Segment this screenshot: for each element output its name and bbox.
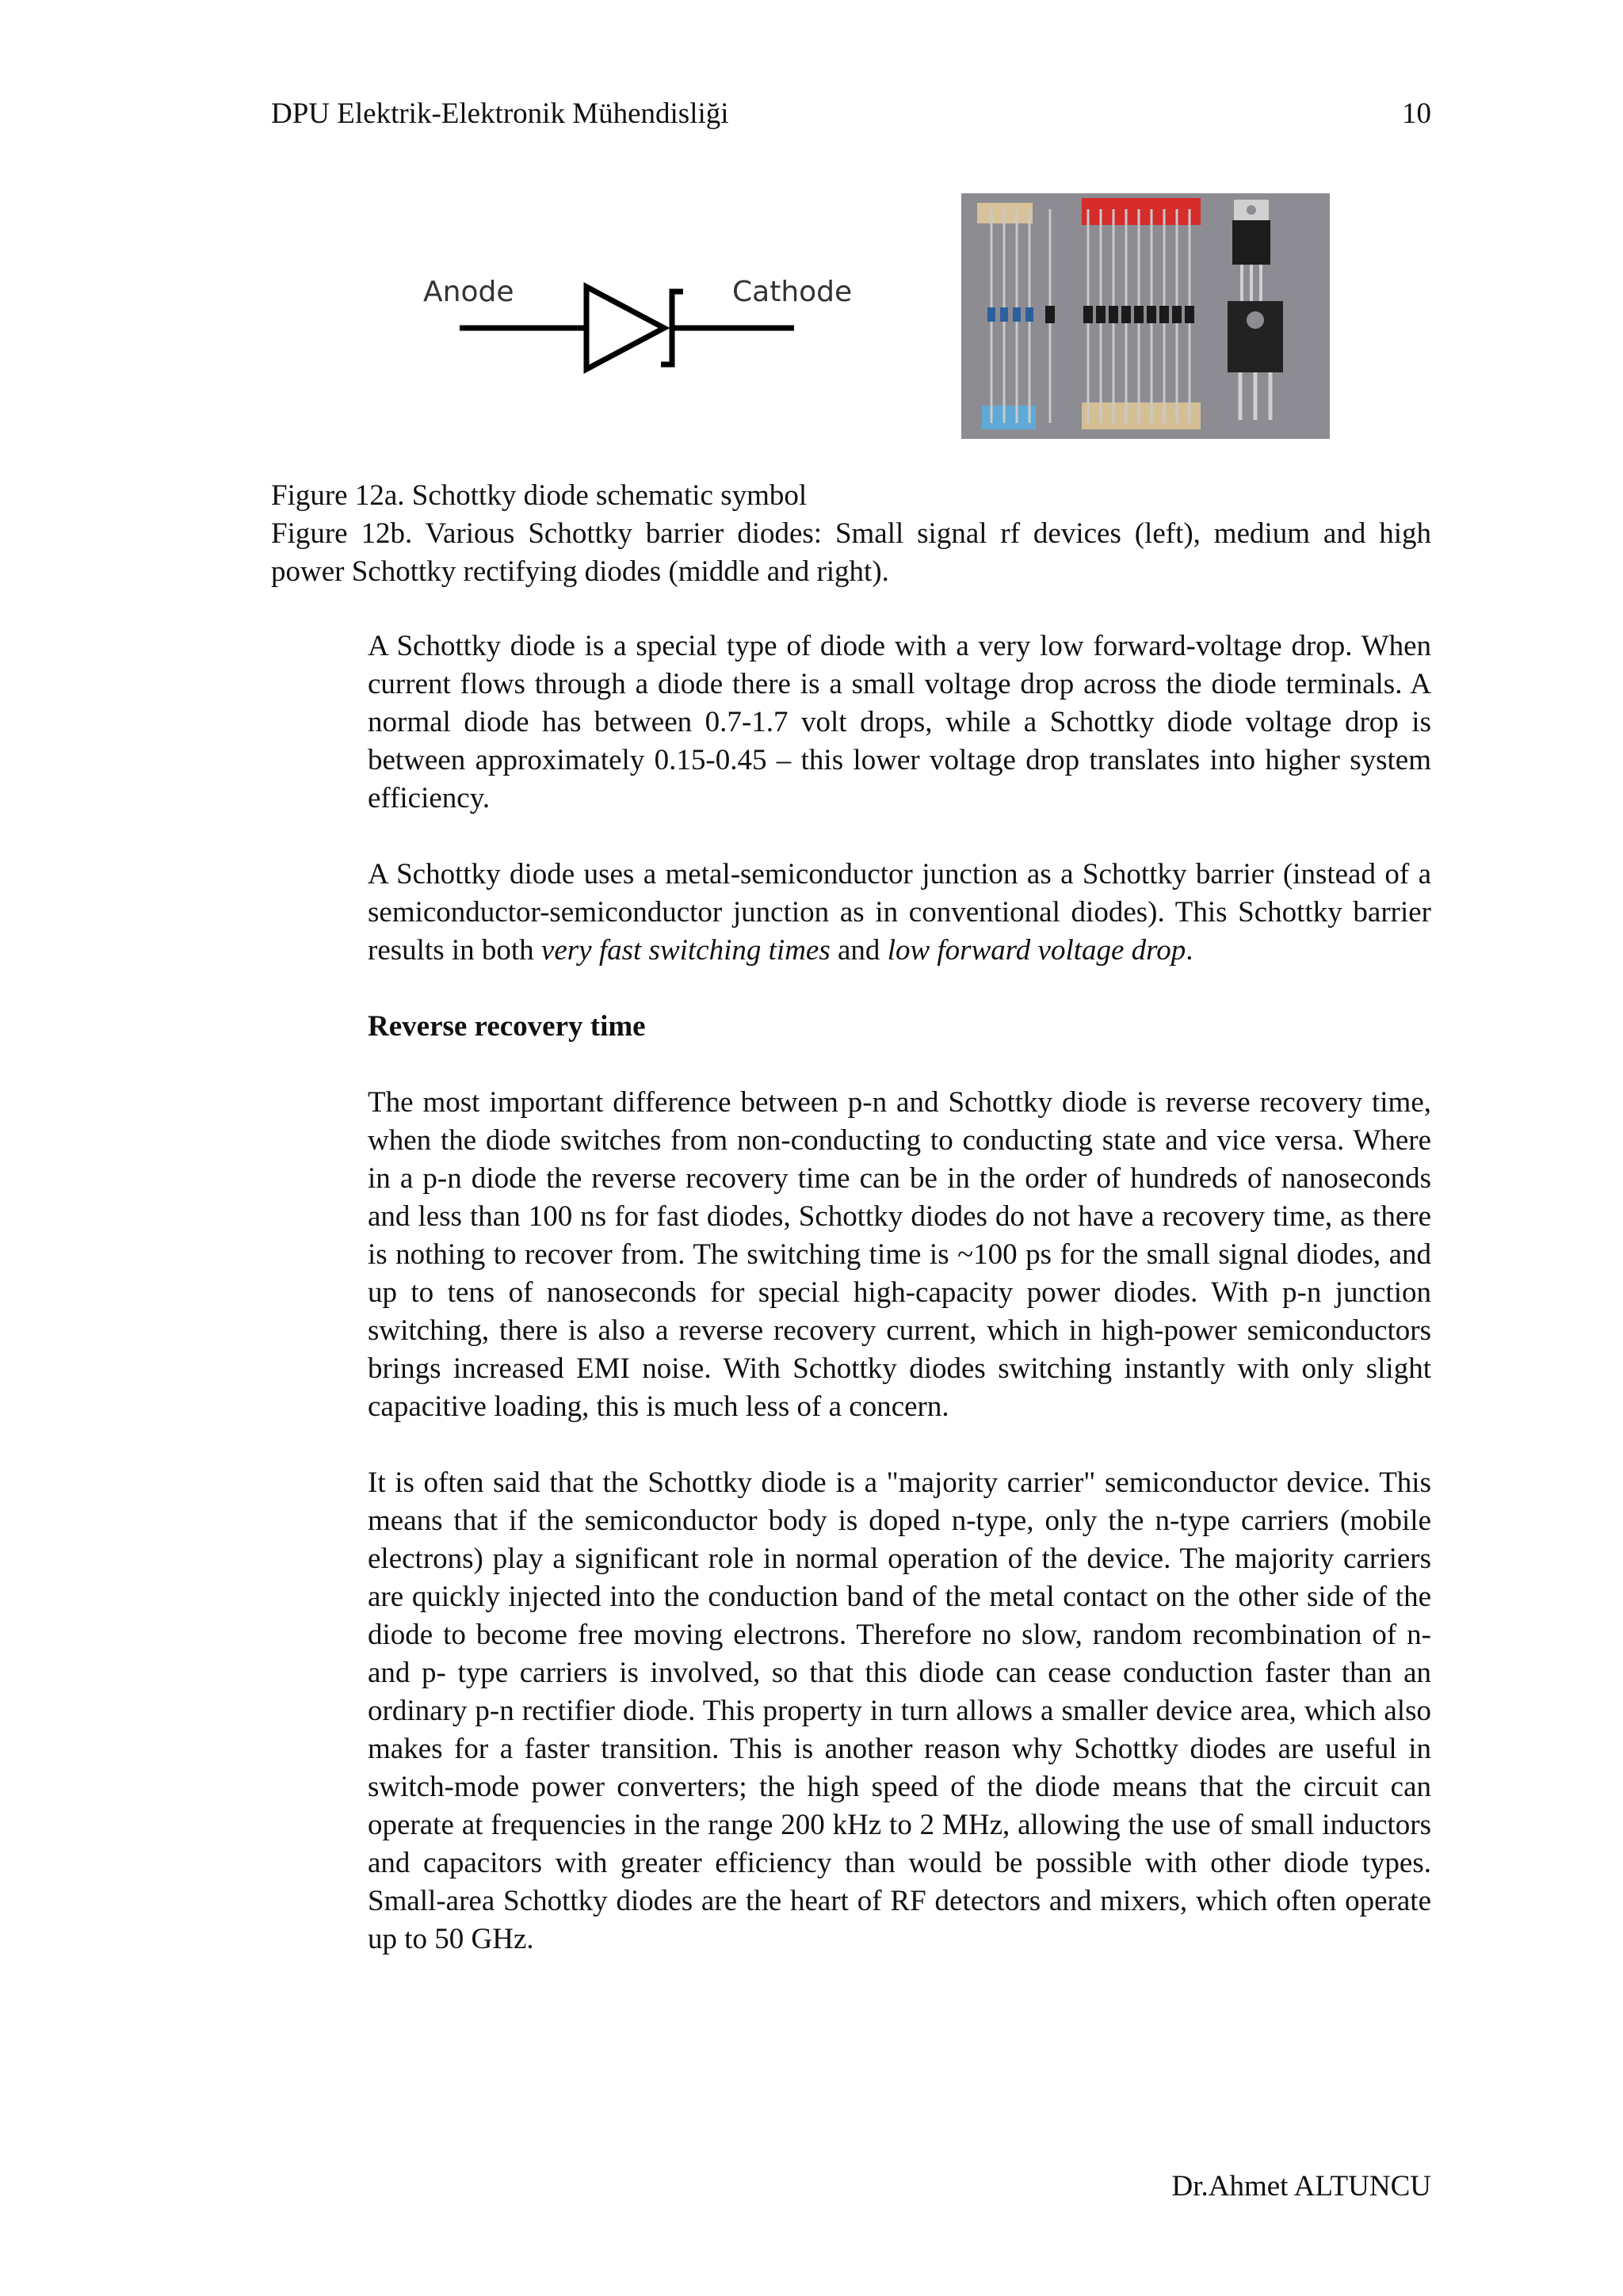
- schottky-diodes-photo: [961, 193, 1330, 439]
- paragraph-2-text-1: A Schottky diode uses a metal-semiconductor junction as a Schottky barrier (instead of a semiconductor-semiconductor junction as in conventional diodes). This Schottky barrier results in both: [368, 858, 1431, 967]
- paragraph-3: The most important difference between p-n and Schottky diode is reverse recovery time, when the diode switches from non-conducting to conducting state and vice versa. Where in a p-n diode the reverse recovery time can be in the order of hundreds of nanoseconds and less than 100 ns for fast diodes, Schottky diodes do not have a recovery time, as there is nothing to recover from. The switching time is ~100 ps for the small signal diodes, and up to tens of nanoseconds for special high-capacity power diodes. With p-n junction switching, there is also a reverse recovery current, which in high-power semiconductors brings increased EMI noise. With Schottky diodes switching instantly with only slight capacitive loading, this is much less of a concern.: [368, 1086, 1431, 1423]
- body-text: [368, 627, 1431, 1997]
- diode-triangle: [586, 287, 664, 369]
- caption-fig12a: Figure 12a. Schottky diode schematic symbol: [271, 479, 808, 512]
- paragraph-2-text-2: and: [830, 934, 888, 967]
- paragraph-2-text-3: .: [1186, 934, 1193, 967]
- paragraph-2-emphasis-1: very fast switching times: [540, 934, 831, 967]
- caption-fig12b: Figure 12b. Various Schottky barrier diodes: Small signal rf devices (left), medium and high power Schottky rectifying diodes (middle and right).: [271, 517, 1431, 588]
- section-heading: Reverse recovery time: [368, 1010, 646, 1043]
- paragraph-4: It is often said that the Schottky diode is a "majority carrier" semiconductor device. This means that if the semiconductor body is doped n-type, only the n-type carriers (mobile electrons) play a significant role in normal operation of the device. The majority carriers are quickly injected into the conduction band of the metal contact on the other side of the diode to become free moving electrons. Therefore no slow, random recombination of n- and p- type carriers is involved, so that this diode can cease conduction faster than an ordinary p-n rectifier diode. This property in turn allows a smaller device area, which also makes for a faster transition. This is another reason why Schottky diodes are useful in switch-mode power converters; the high speed of the diode means that the circuit can operate at frequencies in the range 200 kHz to 2 MHz, allowing the use of small inductors and capacitors with greater efficiency than would be possible with other diode types. Small-area Schottky diodes are the heart of RF detectors and mixers, which often operate up to 50 GHz.: [368, 1466, 1431, 1955]
- paragraph-2: [368, 856, 1431, 970]
- page-footer-author: Dr.Ahmet ALTUNCU: [1171, 2170, 1431, 2203]
- schottky-diode-schematic: [412, 261, 872, 380]
- page-number: 10: [1402, 97, 1431, 130]
- page-header-title: DPU Elektrik-Elektronik Mühendisliği: [271, 97, 729, 130]
- figure-captions: [271, 477, 1431, 591]
- anode-label: Anode: [423, 276, 514, 308]
- paragraph-2-emphasis-2: low forward voltage drop: [887, 934, 1186, 967]
- paragraph-1: A Schottky diode is a special type of diode with a very low forward-voltage drop. When current flows through a diode there is a small voltage drop across the diode terminals. A normal diode has between 0.7-1.7 volt drops, while a Schottky diode voltage drop is between approximately 0.15-0.45 – this lower voltage drop translates into higher system efficiency.: [368, 630, 1431, 814]
- cathode-label: Cathode: [732, 276, 853, 308]
